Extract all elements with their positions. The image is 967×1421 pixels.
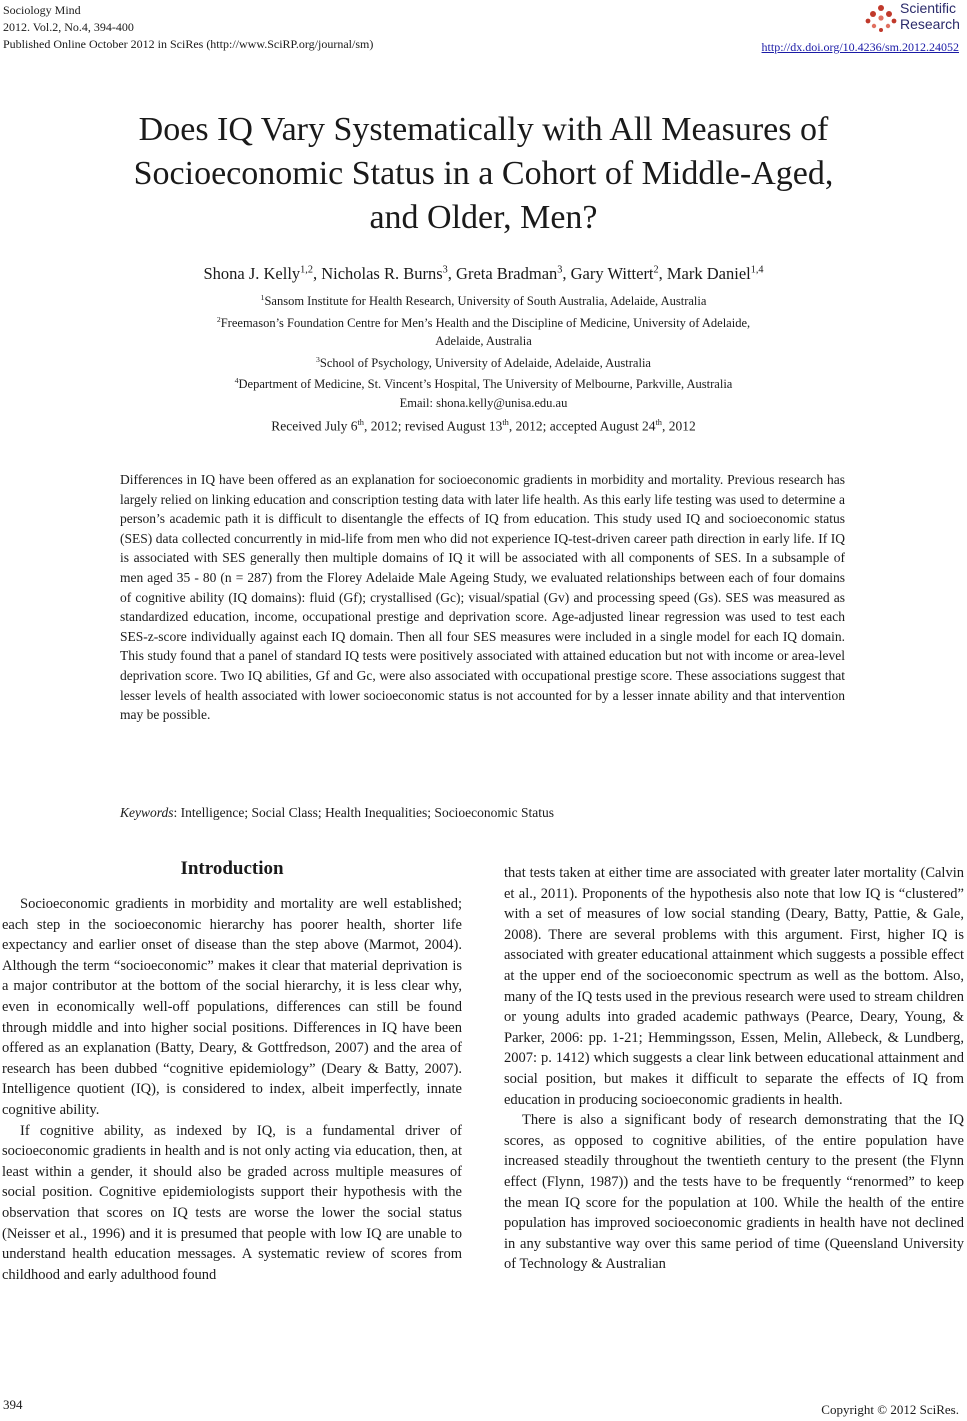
paragraph: that tests taken at either time are associated with greater later mortality (Calvin et al., 2011). Proponents of the hypothesis also note that low IQ is “clustered” with a set of measures of low social standing (Deary, Batty, Pattie, & Gale, 2008). There are several problems with this argument. First, higher IQ is associated with greater educational attainment which suggests a possible effect at the upper end of the socioeconomic spectrum as well as the bottom. Also, many of the IQ tests used in the previous research were used to stream children or young adults into graded academic pathways (Pearce, Deary, Young, & Parker, 2006: pp. 1-21; Hemmingsson, Essen, Melin, Allebeck, & Lundberg, 2007: p. 1412) which suggests a clear link between educational attainment and social position, but makes it difficult to separate the effects of IQ from education in producing socioeconomic gradients in health. xyxy=(504,865,964,1108)
paragraph: If cognitive ability, as indexed by IQ, is a fundamental driver of socioeconomic gradients in health and is not only acting via education, then, at least within a gender, it should also be graded across multiple measures of social position. Cognitive epidemiologists support their hypothesis with the observation that scores on IQ tests are worse the lower the social status (Neisser et al., 1996) and it is presumed that people with low IQ are unable to understand health education messages. A systematic review of scores from childhood and early adulthood found xyxy=(2,1122,462,1283)
journal-volume: 2012. Vol.2, No.4, 394-400 xyxy=(3,20,134,34)
logo-text xyxy=(900,0,960,32)
abstract: Differences in IQ have been offered as an explanation for socioeconomic gradients in morbidity and mortality. Previous research has largely relied on linking education and conscription testing data with later life health. As this early life testing was used to determine a person’s academic path it is difficult to disentangle the effects of IQ from education. This study used IQ and socioeconomic status (SES) data collected concurrently in mid-life from men who did not experience IQ-test-driven career path direction in early life. If IQ is associated with SES generally then multiple domains of IQ it will be associated with all components of SES. In a subsample of men aged 35 - 80 (n = 287) from the Florey Adelaide Male Ageing Study, we evaluated relationships between each of four domains of cognitive ability (IQ domains): fluid (Gf); crystallised (Gc); visual/spatial (Gv) and processing speed (Gs). SES was measured as standardized education, income, occupational prestige and deprivation score. Age-adjusted linear regression was used to test each SES-z-score individually against each IQ domain. Then all four SES measures were included in a single model for each IQ domain. This study found that a panel of standard IQ tests were positively associated with attained education but not with income or area-level deprivation score. Two IQ abilities, Gf and Gc, were also associated with occupational prestige score. These associations suggest that lesser levels of health associated with lower socioeconomic status is not accounted for by a lesser innate ability and that intervention may be possible. xyxy=(120,472,845,723)
running-header xyxy=(3,2,373,53)
title-line-1: Does IQ Vary Systematically with All Measures of xyxy=(138,111,829,148)
logo-line-2: Research xyxy=(900,16,960,32)
title-line-2: Socioeconomic Status in a Cohort of Middle-Aged, xyxy=(133,155,834,192)
affiliation-2: $^2$Freemason’s Foundation Centre for Men’s Health and the Discipline of Medicine, University of Adelaide, xyxy=(216,314,751,330)
logo-mark-icon xyxy=(864,4,898,34)
body-column-left xyxy=(2,894,462,1285)
publisher-logo xyxy=(864,0,967,38)
author-email: Email: shona.kelly@unisa.edu.au xyxy=(399,396,568,411)
keywords xyxy=(120,805,554,821)
keywords-text: : Intelligence; Social Class; Health Inequalities; Socioeconomic Status xyxy=(173,805,555,820)
affiliation-1: $^1$Sansom Institute for Health Research, University of South Australia, Adelaide, Australia xyxy=(260,293,707,309)
logo-line-1: Scientific xyxy=(900,0,957,16)
author: Mark Daniel$^{1,4}$ xyxy=(666,264,764,283)
section-heading-introduction: Introduction xyxy=(180,858,284,879)
author: Nicholas R. Burns$^3$, xyxy=(321,264,457,283)
affiliation-3: $^3$School of Psychology, University of Adelaide, Adelaide, Australia xyxy=(316,354,651,370)
published-line: Published Online October 2012 in SciRes (http://www.SciRP.org/journal/sm) xyxy=(3,37,374,51)
author: Shona J. Kelly$^{1,2}$, xyxy=(203,264,322,283)
submission-dates: Received July 6th, 2012; revised August 13th, 2012; accepted August 24th, 2012 xyxy=(271,418,696,434)
body-column-right xyxy=(504,863,964,1275)
copyright-notice: Copyright © 2012 SciRes. xyxy=(821,1402,959,1417)
affiliation-4: $^4$Department of Medicine, St. Vincent’s Hospital, The University of Melbourne, Parkville, Australia xyxy=(234,376,733,392)
author: Gary Wittert$^2$, xyxy=(570,264,667,283)
doi-container xyxy=(762,40,959,55)
journal-name: Sociology Mind xyxy=(3,3,81,17)
keywords-label: Keywords xyxy=(120,805,174,820)
affiliations xyxy=(100,289,867,413)
paper-title xyxy=(40,108,927,240)
title-line-3: and Older, Men? xyxy=(369,199,598,236)
author: Greta Bradman$^3$, xyxy=(456,264,571,283)
author-list xyxy=(0,264,967,284)
page-number: 394 xyxy=(3,1397,23,1412)
affiliation-2-cont: Adelaide, Australia xyxy=(435,334,532,349)
paragraph: There is also a significant body of research demonstrating that the IQ scores, as opposed to cognitive abilities, of the entire population have increased steadily throughout the twentieth century to the present (the Flynn effect (Flynn, 1987)) and the tests have to be frequently “renormed” to keep the mean IQ score for the population at 100. While the health of the entire population has improved socioeconomic gradients in health have not declined in any substantive way over this same period of time (Queensland University of Technology & Australian xyxy=(504,1112,964,1273)
paragraph: Socioeconomic gradients in morbidity and mortality are well established; each step in the socioeconomic hierarchy has poorer health, shorter life expectancy and earlier onset of disease than the step above (Marmot, 2004). Although the term “socioeconomic” makes it clear that material deprivation is a major contributor at the bottom of the social hierarchy, it is less clear why, even in economically well-off populations, differences can still be found through middle and into higher social positions. Differences in IQ have been offered as an explanation (Batty, Deary, & Gottfredson, 2007) and the area of research has been dubbed “cognitive epidemiology” (Deary & Batty, 2007). Intelligence quotient (IQ), is considered to index, albeit imperfectly, innate cognitive ability. xyxy=(2,896,462,1118)
doi-link[interactable]: http://dx.doi.org/10.4236/sm.2012.24052 xyxy=(761,40,959,54)
